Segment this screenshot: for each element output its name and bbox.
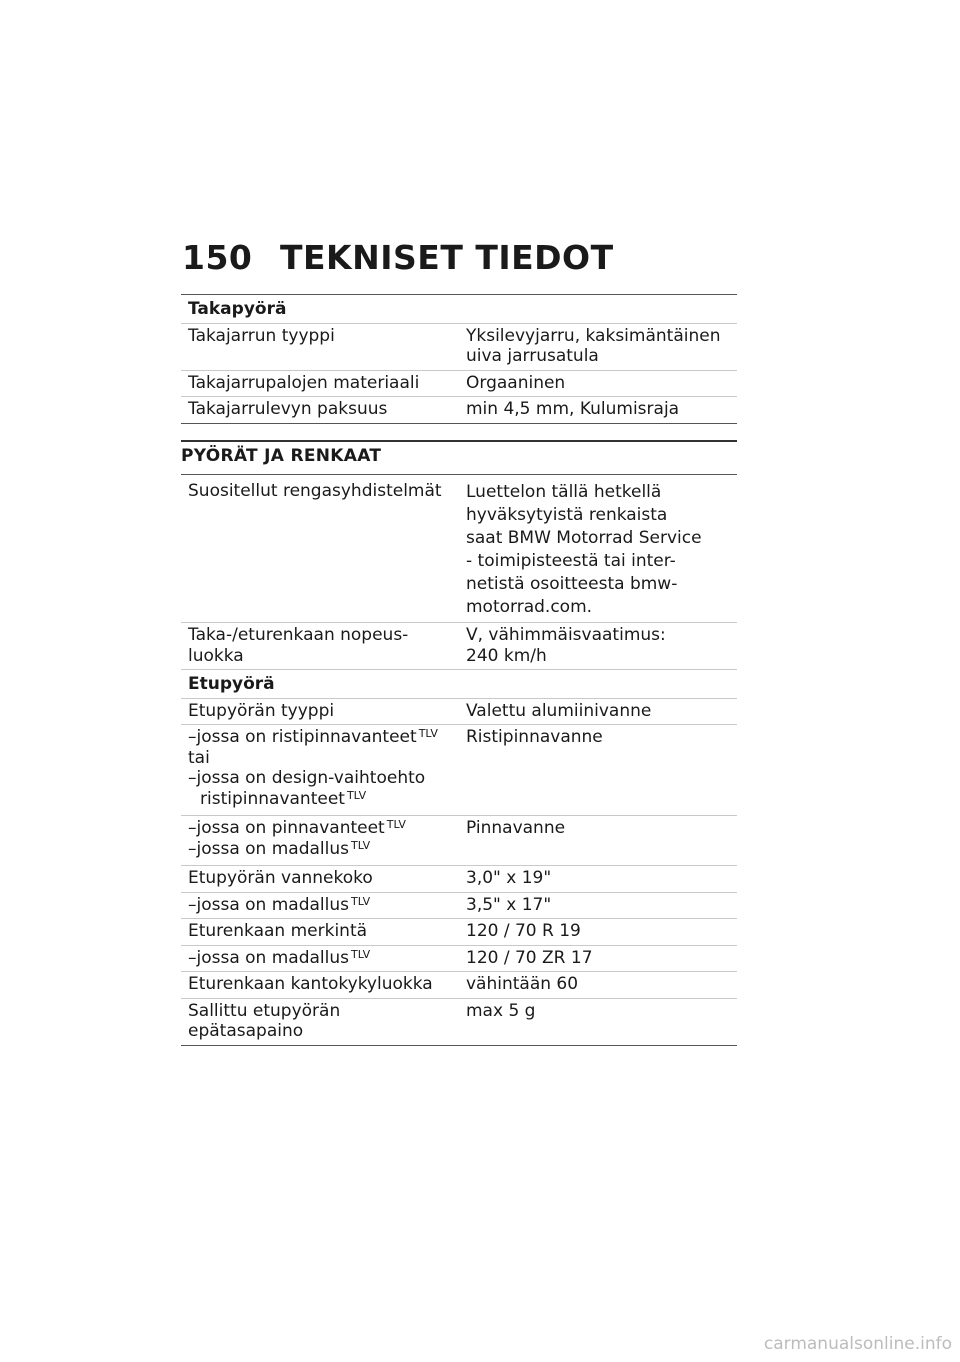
spec-label: Eturenkaan kantokykyluokka [181, 972, 459, 999]
table-row [181, 623, 737, 670]
watermark: carmanualsonline.info [763, 1334, 952, 1354]
table-row [181, 475, 737, 623]
spec-value: min 4,5 mm, Kulumisraja [459, 397, 737, 424]
spec-label: Etupyörän tyyppi [181, 698, 459, 725]
spec-value [459, 623, 737, 670]
page-header [182, 238, 614, 277]
spec-label: Takajarrun tyyppi [181, 323, 459, 370]
spec-value: Valettu alumiinivanne [459, 698, 737, 725]
spec-label: Etupyörän vannekoko [181, 866, 459, 893]
spec-value-line: V, vähimmäisvaatimus: [466, 625, 666, 645]
spec-value: 3,0" x 19" [459, 866, 737, 893]
table-row [181, 725, 737, 816]
spec-label: –jossa on madallus $^{TLV}$ [181, 892, 459, 919]
spec-content [181, 294, 737, 1046]
table-row [181, 295, 737, 324]
spec-value: 120 / 70 ZR 17 [459, 945, 737, 972]
option-line: –jossa on ristipinnavanteet $^{TLV}$ [188, 727, 438, 747]
table-row [181, 698, 737, 725]
wheels-tires-table [181, 475, 737, 1046]
spec-value: 3,5" x 17" [459, 892, 737, 919]
spec-value: max 5 g [459, 998, 737, 1045]
spec-value: Luettelon tällä hetkellä hyväksytyistä renkaista saat BMW Motorrad Service - toimipisteestä tai inter-netistä osoitteesta bmw-motorrad.com. [459, 475, 737, 623]
spec-label: Taka-/eturenkaan nopeus-luokka [181, 623, 459, 670]
tlv-tag: TLV [351, 894, 371, 908]
spec-value: Ristipinnavanne [459, 725, 737, 816]
page-title: TEKNISET TIEDOT [280, 238, 614, 277]
table-row [181, 816, 737, 866]
table-row [181, 945, 737, 972]
spec-label: Takajarrulevyn paksuus [181, 397, 459, 424]
spec-label [181, 725, 459, 816]
table-row [181, 370, 737, 397]
spec-label [181, 816, 459, 866]
spec-value: Yksilevyjarru, kaksimäntäinen uiva jarrusatula [459, 323, 737, 370]
table-row [181, 892, 737, 919]
option-line: tai [188, 747, 210, 768]
table-row [181, 919, 737, 946]
spec-value: Orgaaninen [459, 370, 737, 397]
spec-label: –jossa on madallus $^{TLV}$ [181, 945, 459, 972]
tlv-tag: TLV [418, 727, 438, 740]
rear-wheel-table [181, 294, 737, 424]
spec-value: 120 / 70 R 19 [459, 919, 737, 946]
spec-label: Sallittu etupyörän epätasapaino [181, 998, 459, 1045]
page-number: 150 [182, 238, 253, 277]
section-heading: Etupyörä [181, 670, 737, 699]
spec-label: Eturenkaan merkintä [181, 919, 459, 946]
option-line: ristipinnavanteet $^{TLV}$ [200, 788, 367, 809]
table-row [181, 866, 737, 893]
section-title: PYÖRÄT JA RENKAAT [181, 440, 737, 476]
table-row [181, 972, 737, 999]
tlv-tag: TLV [351, 947, 371, 961]
section-heading: Takapyörä [181, 295, 737, 324]
spec-value: Pinnavanne [459, 816, 737, 866]
tlv-tag: TLV [351, 838, 371, 852]
table-row [181, 397, 737, 424]
table-row [181, 670, 737, 699]
spec-label: Suositellut rengasyhdistelmät [181, 475, 459, 623]
table-row [181, 998, 737, 1045]
spec-label: Takajarrupalojen materiaali [181, 370, 459, 397]
spec-value: vähintään 60 [459, 972, 737, 999]
tlv-tag: TLV [346, 788, 367, 802]
option-line: –jossa on design-vaihtoehto [188, 768, 426, 788]
option-line: –jossa on pinnavanteet $^{TLV}$ [188, 818, 406, 838]
tlv-tag: TLV [386, 818, 406, 831]
spec-value-line: 240 km/h [466, 645, 547, 666]
table-row [181, 323, 737, 370]
option-line: –jossa on madallus $^{TLV}$ [188, 838, 371, 859]
